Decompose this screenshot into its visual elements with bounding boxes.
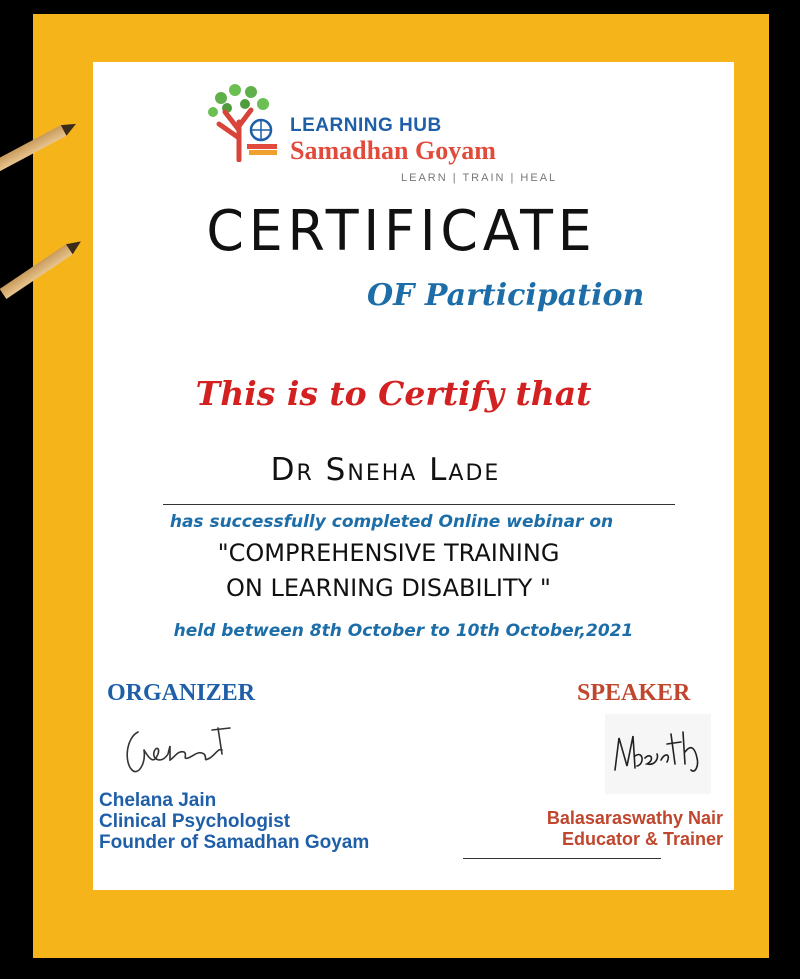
certify-line: This is to Certify that	[195, 374, 592, 413]
certificate-paper	[93, 62, 734, 890]
recipient-underline	[163, 504, 675, 505]
logo-tagline: LEARN | TRAIN | HEAL	[401, 172, 558, 184]
organizer-signature	[118, 720, 238, 780]
certificate-title: CERTIFICATE	[206, 199, 597, 264]
certificate-subtitle: OF Participation	[367, 278, 645, 313]
speaker-signature	[605, 714, 711, 794]
speaker-details	[547, 808, 723, 850]
course-title-line2: ON LEARNING DISABILITY "	[226, 574, 551, 602]
organizer-role: Clinical Psychologist	[99, 811, 291, 832]
dates-line: held between 8th October to 10th October,2021	[173, 621, 634, 641]
organizer-details	[99, 790, 369, 853]
course-title-line1: "COMPREHENSIVE TRAINING	[217, 539, 560, 567]
organizer-title: Founder of Samadhan Goyam	[99, 832, 370, 853]
recipient-name: Dr Sneha Lade	[270, 452, 501, 488]
organizer-heading: ORGANIZER	[107, 680, 256, 706]
pencil-icon	[0, 244, 73, 299]
speaker-signature-mark	[605, 714, 711, 794]
logo-learning-hub: LEARNING HUB	[290, 115, 442, 136]
pencil-icon	[0, 125, 66, 173]
course-title	[68, 536, 709, 606]
speaker-role: Educator & Trainer	[561, 829, 723, 849]
speaker-underline	[463, 858, 661, 859]
speaker-name: Balasaraswathy Nair	[546, 808, 723, 828]
speaker-heading: SPEAKER	[577, 680, 691, 706]
completed-line: has successfully completed Online webinar on	[169, 512, 614, 532]
organizer-name: Chelana Jain	[99, 790, 217, 811]
tree-logo-icon	[205, 82, 285, 162]
logo-samadhan-goyam: Samadhan Goyam	[290, 136, 496, 165]
